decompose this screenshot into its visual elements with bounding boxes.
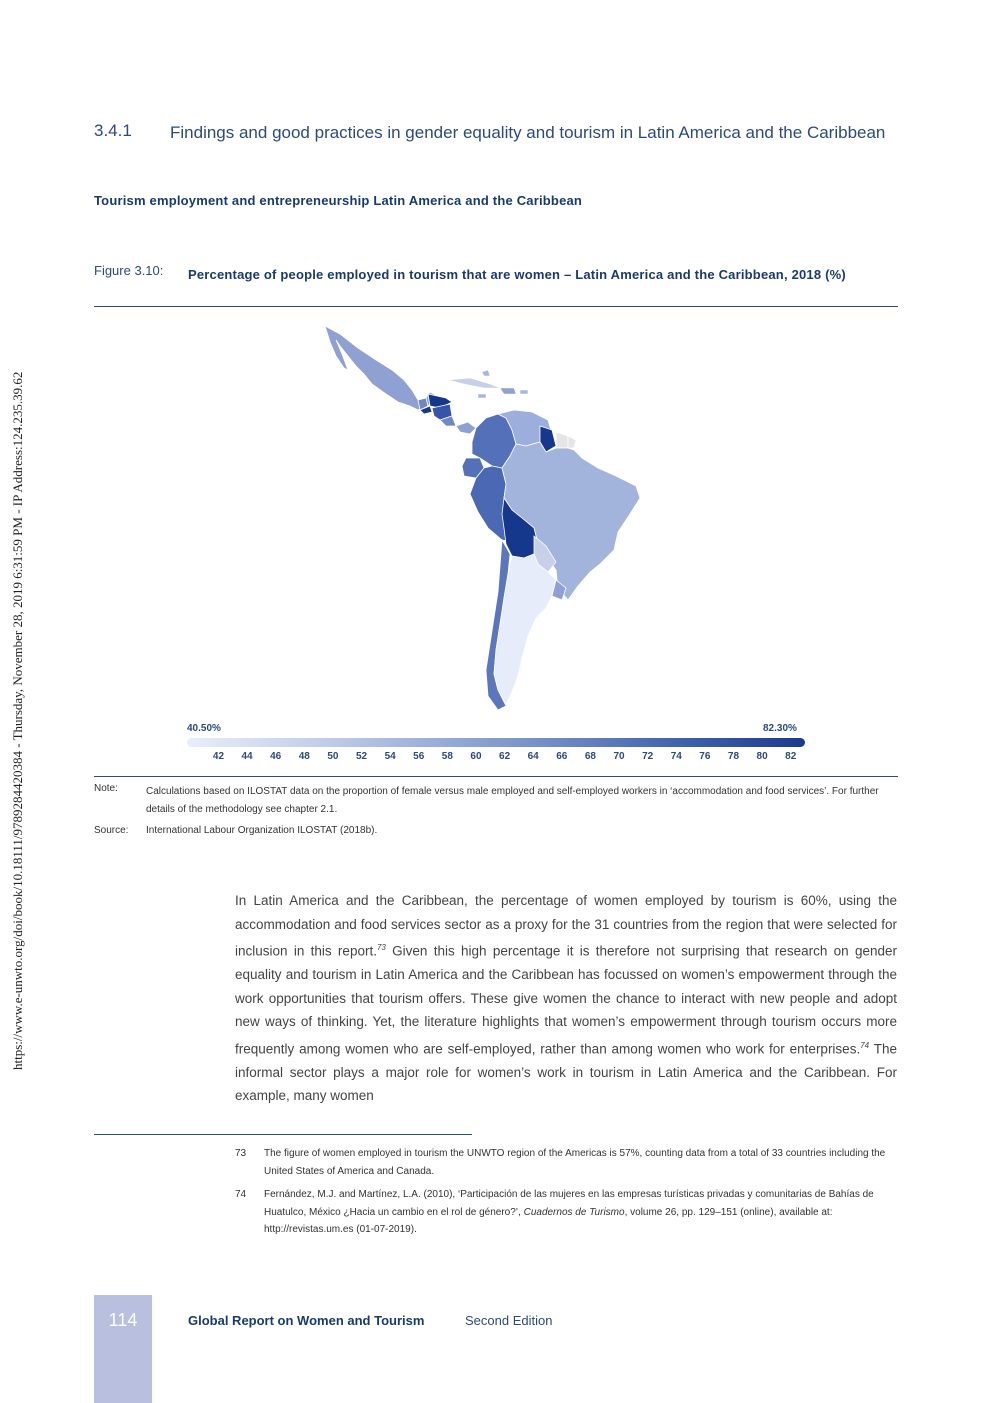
note-label: Note:: [94, 783, 118, 794]
body-paragraph: [235, 889, 897, 1108]
legend-tick-62: 62: [499, 751, 511, 762]
latin-america-choropleth-map: [300, 318, 650, 718]
legend-tick-76: 76: [699, 751, 711, 762]
map-hispaniola: [500, 388, 516, 394]
legend-tick-80: 80: [756, 751, 768, 762]
body-text-part-1: In Latin America and the Caribbean, the percentage of women employed by tourism is 60%, using the accommodation and food services sector as a proxy for the 31 countries from the region that were selected for inclusion in this report.: [235, 893, 897, 959]
legend-ticks: [187, 751, 805, 765]
legend-tick-58: 58: [441, 751, 453, 762]
footnote-text-b: , volume 26, pp. 129–151 (online), available at: http://revistas.um.es (01-07-2019).: [264, 1206, 833, 1235]
footnote-number: 74: [235, 1189, 247, 1200]
legend-tick-78: 78: [727, 751, 740, 762]
legend-color-scale: [187, 738, 805, 747]
footnote-rule: [94, 1134, 472, 1135]
legend-tick-82: 82: [785, 751, 797, 762]
body-text-part-2: Given this high percentage it is therefore not surprising that research on gender equality and tourism in Latin America and the Caribbean has focussed on women’s empowerment through the work opportunities that tourism offers. These give women the chance to interact with new people and adopt new ways of thinking. Yet, the literature highlights that women’s empowerment through tourism occurs more frequently among women who are self-employed, rather than among women who work for enterprises.: [235, 943, 897, 1056]
map-panama: [456, 422, 476, 434]
figure-title: Percentage of people employed in tourism that are women – Latin America and the Caribbean, 2018 (%): [188, 267, 846, 282]
legend-tick-42: 42: [212, 751, 225, 762]
download-watermark: https://www.e-unwto.org/doi/book/10.18111/9789284420384 - Thursday, November 28, 2019 6:31:59 PM - IP Address:124.235.39.62: [10, 371, 25, 1070]
map-puerto-rico: [520, 390, 528, 394]
legend-tick-46: 46: [270, 751, 282, 762]
footnote-text-a: Fernández, M.J. and Martínez, L.A. (2010), ‘Participación de las mujeres en las empresas turísticas privadas y comunitarias de Bahías de Huatulco, México ¿Hacia un cambio en el rol de género?’,: [264, 1189, 874, 1218]
map-cuba: [448, 378, 500, 388]
source-text: International Labour Organization ILOSTAT (2018b).: [146, 825, 378, 836]
legend-tick-68: 68: [584, 751, 596, 762]
figure-top-rule: [94, 306, 898, 307]
legend-max-label: 82.30%: [763, 723, 797, 734]
figure-label: Figure 3.10:: [94, 263, 164, 278]
map-bahamas: [482, 370, 490, 376]
footer-title: Global Report on Women and Tourism: [188, 1313, 425, 1328]
footnote-journal-title: Cuadernos de Turismo: [523, 1206, 625, 1218]
legend-tick-60: 60: [470, 751, 482, 762]
section-title: Findings and good practices in gender equality and tourism in Latin America and the Caribbean: [170, 123, 886, 142]
source-label: Source:: [94, 825, 129, 836]
figure-bottom-rule: [94, 776, 898, 777]
legend-min-label: 40.50%: [187, 723, 221, 734]
page-number: 114: [108, 1310, 138, 1330]
footnote-text: [264, 1186, 897, 1239]
body-text-part-3: The informal sector plays a major role for women’s work in tourism in Latin America and the Caribbean. For example, many women: [235, 1041, 897, 1103]
subheading: Tourism employment and entrepreneurship Latin America and the Caribbean: [94, 193, 583, 208]
legend-tick-70: 70: [613, 751, 625, 762]
footnote-73: [235, 1145, 897, 1180]
map-suriname: [556, 432, 568, 448]
footnote-ref-73[interactable]: 73: [376, 943, 386, 952]
legend-tick-52: 52: [355, 751, 368, 762]
legend-tick-56: 56: [413, 751, 425, 762]
legend-tick-66: 66: [556, 751, 568, 762]
map-jamaica: [478, 394, 486, 398]
footnote-text: The figure of women employed in tourism the UNWTO region of the Americas is 57%, counting data from a total of 33 countries including the United States of America and Canada.: [264, 1148, 886, 1177]
footnote-74: [235, 1186, 897, 1239]
legend-tick-54: 54: [384, 751, 396, 762]
section-number: 3.4.1: [94, 121, 132, 140]
note-text: Calculations based on ILOSTAT data on the proportion of female versus male employed and self-employed workers in ‘accommodation and food services’. For further details of the methodology see chapter 2.1.: [146, 786, 879, 815]
footnote-number: 73: [235, 1148, 247, 1159]
legend-tick-74: 74: [670, 751, 682, 762]
footer-edition: Second Edition: [465, 1313, 553, 1328]
map-french-guiana: [568, 436, 576, 448]
legend-tick-44: 44: [241, 751, 253, 762]
map-mexico: [325, 326, 437, 410]
legend-tick-48: 48: [298, 751, 310, 762]
legend-tick-72: 72: [642, 751, 654, 762]
legend-tick-64: 64: [527, 751, 539, 762]
legend-tick-50: 50: [327, 751, 339, 762]
footnote-ref-74[interactable]: 74: [860, 1040, 870, 1050]
